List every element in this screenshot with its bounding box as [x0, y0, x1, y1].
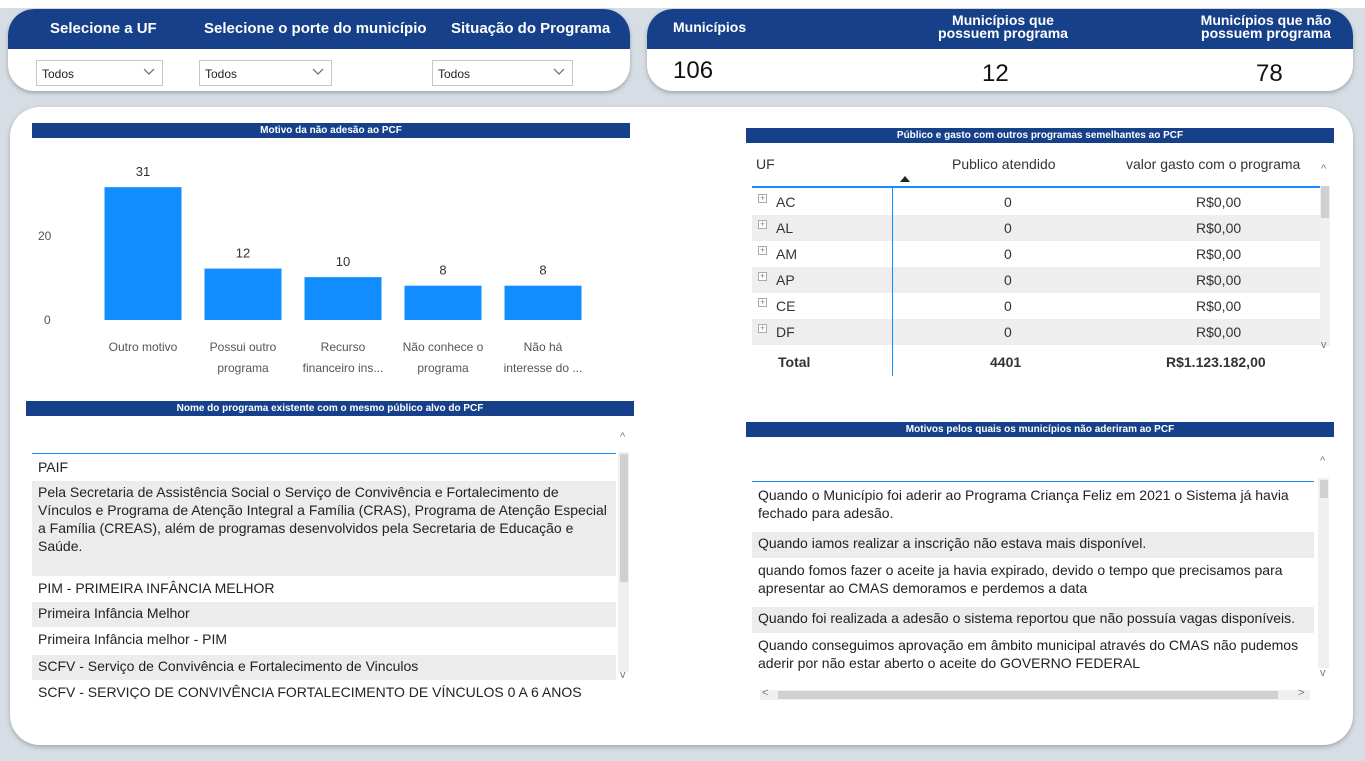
- scroll-down-icon[interactable]: v: [620, 669, 626, 681]
- kpi-nao-possuem-label-line1: Municípios que não: [1200, 12, 1332, 28]
- kpi-possuem-label-line2: possuem programa: [938, 25, 1068, 41]
- row-publico: 0: [1004, 324, 1012, 340]
- nome-programa-scroll-thumb[interactable]: [620, 454, 628, 582]
- total-valor: R$1.123.182,00: [1166, 354, 1266, 370]
- table-row[interactable]: [752, 319, 1320, 345]
- bar-value-label: 10: [335, 254, 351, 270]
- row-valor: R$0,00: [1196, 298, 1242, 314]
- kpi-municipios-label: Municípios: [673, 19, 747, 35]
- kpi-possuem-label: [903, 14, 1103, 40]
- total-publico: 4401: [990, 354, 1022, 370]
- table-scroll-thumb[interactable]: [1321, 186, 1329, 218]
- col-header-valor[interactable]: valor gasto com o programa: [1126, 156, 1301, 172]
- y-tick-0: 0: [44, 313, 51, 327]
- expand-icon[interactable]: +: [759, 323, 766, 333]
- row-valor: R$0,00: [1196, 246, 1242, 262]
- programa-table: [752, 156, 1332, 378]
- chevron-down-icon: [142, 64, 156, 78]
- kpi-possuem-label-line1: Municípios que: [952, 12, 1054, 28]
- scroll-left-icon[interactable]: <: [762, 687, 769, 699]
- nome-programa-scrollbar[interactable]: [618, 452, 629, 672]
- sort-ascending-icon[interactable]: [900, 175, 910, 183]
- kpi-municipios-value: 106: [673, 57, 714, 84]
- scroll-up-icon[interactable]: ^: [1320, 455, 1326, 467]
- bar-value-label: 8: [439, 262, 447, 278]
- x-category-label: programa: [417, 361, 469, 375]
- uf-dropdown[interactable]: [36, 60, 163, 86]
- filter-header: [8, 9, 630, 49]
- x-category-label: Outro motivo: [108, 340, 178, 354]
- table-header: [752, 156, 1320, 188]
- x-category-label: Não há: [523, 340, 563, 354]
- expand-icon[interactable]: +: [759, 193, 766, 203]
- list-item[interactable]: Primeira Infância Melhor: [32, 602, 616, 627]
- row-valor: R$0,00: [1196, 324, 1242, 340]
- row-publico: 0: [1004, 298, 1012, 314]
- list-item[interactable]: Quando foi realizada a adesão o sistema reportou que não possuía vagas disponíveis.: [752, 607, 1314, 633]
- kpi-header: [647, 9, 1353, 49]
- kpi-card: [647, 9, 1353, 91]
- x-category-label: Recurso: [320, 340, 366, 354]
- scroll-down-icon[interactable]: v: [1321, 339, 1327, 351]
- list-item[interactable]: Pela Secretaria de Assistência Social o Serviço de Convivência e Fortalecimento de Vínculos e Programa de Atenção Integral a Família (CRAS), Programa de Atenção Especial a Família (CREAS), além de programas desenvolvidos pela Secretaria de Educação e Saúde.: [32, 481, 616, 576]
- row-publico: 0: [1004, 220, 1012, 236]
- x-category-label: programa: [217, 361, 269, 375]
- list-item[interactable]: SCFV - SERVIÇO DE CONVIVÊNCIA FORTALECIMENTO DE VÍNCULOS 0 A 6 ANOS: [38, 684, 582, 699]
- bar-value-label: 31: [135, 164, 151, 180]
- table-scrollbar[interactable]: [1320, 186, 1330, 346]
- situacao-filter-title: Situação do Programa: [451, 20, 611, 37]
- list-header-line: [32, 453, 616, 454]
- list-item[interactable]: PAIF: [38, 459, 69, 475]
- row-publico: 0: [1004, 194, 1012, 210]
- table-row[interactable]: [752, 189, 1320, 215]
- motivos-list: [752, 484, 1314, 684]
- nome-programa-title: Nome do programa existente com o mesmo público alvo do PCF: [26, 401, 634, 416]
- porte-dropdown-value: Todos: [205, 67, 238, 81]
- kpi-nao-possuem-label-line2: possuem programa: [1201, 25, 1331, 41]
- table-title: Público e gasto com outros programas semelhantes ao PCF: [746, 128, 1334, 143]
- table-row[interactable]: [752, 241, 1320, 267]
- expand-icon[interactable]: +: [759, 245, 766, 255]
- kpi-possuem-value: 12: [982, 60, 1009, 87]
- list-item[interactable]: Quando o Município foi aderir ao Programa Criança Feliz em 2021 o Sistema já havia fechado para adesão.: [758, 487, 1289, 521]
- list-item[interactable]: quando fomos fazer o aceite ja havia expirado, devido o tempo que precisamos para apresentar ao CMAS demoramos e perdemos a data: [758, 562, 1283, 596]
- uf-filter-title: Selecione a UF: [50, 20, 157, 37]
- porte-dropdown[interactable]: [199, 60, 332, 86]
- expand-icon[interactable]: +: [759, 219, 766, 229]
- x-category-label: financeiro ins...: [302, 361, 384, 375]
- chart-title: Motivo da não adesão ao PCF: [32, 123, 630, 138]
- row-publico: 0: [1004, 272, 1012, 288]
- situacao-dropdown[interactable]: [432, 60, 573, 86]
- row-uf: AP: [776, 272, 795, 288]
- row-publico: 0: [1004, 246, 1012, 262]
- uf-dropdown-value: Todos: [42, 67, 75, 81]
- chevron-down-icon: [311, 64, 325, 78]
- scroll-up-icon[interactable]: ^: [1321, 163, 1327, 175]
- motivos-title: Motivos pelos quais os municípios não aderiram ao PCF: [746, 422, 1334, 437]
- situacao-dropdown-value: Todos: [438, 67, 471, 81]
- kpi-nao-possuem-label: [1187, 14, 1345, 40]
- kpi-nao-possuem-value: 78: [1256, 60, 1283, 87]
- total-label: Total: [778, 354, 811, 370]
- list-header-line: [752, 481, 1314, 482]
- x-category-label: Não conhece o: [402, 340, 484, 354]
- expand-icon[interactable]: +: [759, 271, 766, 281]
- table-row[interactable]: [752, 215, 1320, 241]
- row-valor: R$0,00: [1196, 220, 1242, 236]
- bar-value-label: 8: [539, 262, 547, 278]
- x-category-label: interesse do ...: [503, 361, 583, 375]
- filter-card: [8, 9, 630, 91]
- scroll-up-icon[interactable]: ^: [620, 431, 626, 443]
- x-category-label: Possui outro: [209, 340, 277, 354]
- col-header-publico[interactable]: Publico atendido: [952, 156, 1056, 172]
- porte-filter-title: Selecione o porte do município: [204, 20, 427, 37]
- list-item[interactable]: SCFV - Serviço de Convivência e Fortalecimento de Vinculos: [32, 655, 616, 680]
- expand-icon[interactable]: +: [759, 297, 766, 307]
- chevron-down-icon: [552, 64, 566, 78]
- table-row[interactable]: [752, 293, 1320, 319]
- y-tick-20: 20: [38, 229, 52, 243]
- list-item[interactable]: PIM - PRIMEIRA INFÂNCIA MELHOR: [38, 580, 275, 596]
- scroll-down-icon[interactable]: v: [1320, 667, 1326, 679]
- list-item[interactable]: Primeira Infância melhor - PIM: [38, 631, 228, 647]
- col-header-uf[interactable]: UF: [756, 156, 775, 172]
- top-strip: [0, 0, 1365, 8]
- list-item[interactable]: Quando iamos realizar a inscrição não estava mais disponível.: [752, 532, 1314, 558]
- bar-value-label: 12: [235, 245, 251, 261]
- row-uf: AM: [776, 246, 797, 262]
- table-total-row: [752, 349, 1320, 375]
- motivos-scrollbar[interactable]: [1318, 478, 1329, 668]
- row-valor: R$0,00: [1196, 272, 1242, 288]
- column-divider: [892, 186, 893, 376]
- motivos-scroll-thumb[interactable]: [1320, 480, 1328, 498]
- row-valor: R$0,00: [1196, 194, 1242, 210]
- nome-programa-list: [32, 456, 616, 699]
- motivos-hscrollbar[interactable]: [760, 687, 1310, 700]
- row-uf: AC: [776, 194, 796, 210]
- row-uf: DF: [776, 324, 795, 340]
- row-uf: CE: [776, 298, 796, 314]
- list-item[interactable]: Quando conseguimos aprovação em âmbito municipal através do CMAS não pudemos aderir por não estar aberto o aceite do GOVERNO FEDERAL: [758, 637, 1299, 671]
- scroll-right-icon[interactable]: >: [1298, 687, 1305, 699]
- table-row[interactable]: [752, 267, 1320, 293]
- motivos-hscroll-thumb[interactable]: [778, 691, 1278, 699]
- row-uf: AL: [776, 220, 794, 236]
